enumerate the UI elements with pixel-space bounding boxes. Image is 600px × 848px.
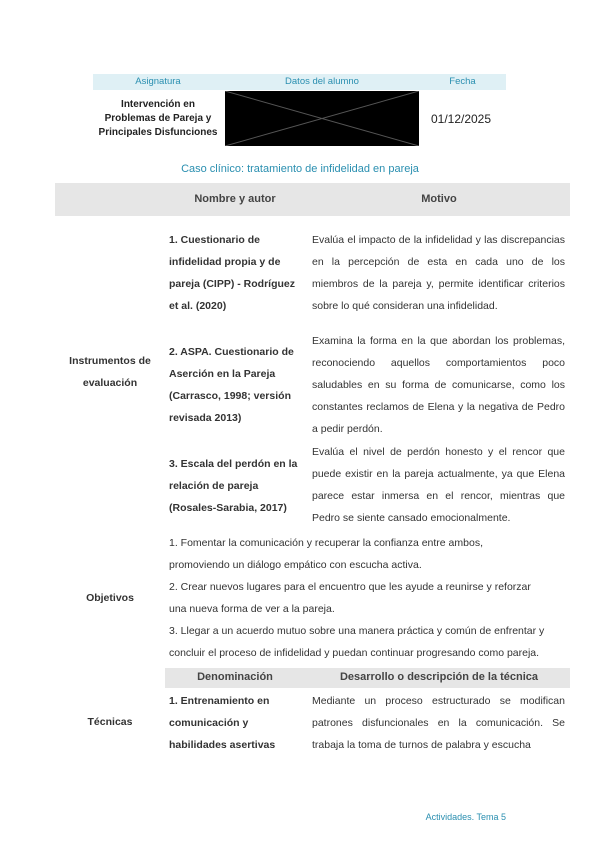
name-line: 1. Cuestionario de [169, 234, 261, 246]
label-line: evaluación [82, 377, 138, 389]
col-header-desarrollo: Desarrollo o descripción de la técnica [339, 671, 539, 683]
subject-line: Principales Disfunciones [98, 127, 218, 138]
technique-name-1 [169, 690, 309, 756]
instrument-reason-1: Evalúa el impacto de la infidelidad y las discrepancias en la percepción de esta en cada uno de los miembros de la pareja y, permite identificar criterios sobre lo qué consideran una infidelidad. [312, 234, 565, 312]
name-line: et al. (2020) [169, 300, 227, 312]
instrument-reason-2: Examina la forma en la que abordan los problemas, reconociendo aquellos comportamientos poco saludables en su forma de comunicarse, como los constantes reclamos de Elena y la negativa de Pedro a pedir perdón. [312, 335, 565, 435]
col-header-motivo: Motivo [421, 193, 457, 205]
header-col-fecha: Fecha [449, 76, 476, 87]
name-line: revisada 2013) [169, 412, 242, 424]
label-line: Instrumentos de [69, 355, 151, 367]
instrument-name-3 [169, 453, 309, 519]
objective-line: 2. Crear nuevos lugares para el encuentro que les ayude a reunirse y reforzar [169, 581, 531, 593]
instrument-name-2 [169, 341, 309, 429]
name-line: relación de pareja [169, 480, 259, 492]
name-line: 2. ASPA. Cuestionario de [169, 346, 294, 358]
name-line: 3. Escala del perdón en la [169, 458, 298, 470]
name-line: pareja (CIPP) - Rodríguez [169, 278, 296, 290]
name-line: comunicación y [169, 717, 249, 729]
name-line: infidelidad propia y de [169, 256, 281, 268]
subject-line: Problemas de Pareja y [104, 113, 212, 124]
instrument-name-1 [169, 229, 309, 317]
objective-line: 3. Llegar a un acuerdo mutuo sobre una manera práctica y común de enfrentar y [169, 625, 545, 637]
col-header-denominacion: Denominación [197, 671, 273, 683]
header-col-datos: Datos del alumno [285, 76, 359, 87]
name-line: 1. Entrenamiento en [169, 695, 270, 707]
objective-line: promoviendo un diálogo empático con escucha activa. [169, 559, 422, 571]
section-label-objetivos: Objetivos [86, 592, 134, 604]
name-line: habilidades asertivas [169, 739, 276, 751]
case-title: Caso clínico: tratamiento de infidelidad en pareja [181, 163, 419, 175]
section-label-tecnicas: Técnicas [87, 716, 133, 728]
subject-name [96, 98, 220, 140]
date-value: 01/12/2025 [430, 112, 492, 126]
objectives-text [169, 532, 544, 664]
subject-line: Intervención en [121, 99, 195, 110]
name-line: (Carrasco, 1998; versión [169, 390, 291, 402]
redacted-student-data [225, 91, 419, 146]
objective-line: 1. Fomentar la comunicación y recuperar la confianza entre ambos, [169, 537, 483, 549]
name-line: Aserción en la Pareja [169, 368, 276, 380]
col-header-nombre: Nombre y autor [194, 193, 276, 205]
section-label-instrumentos [57, 350, 163, 394]
objective-line: concluir el proceso de infidelidad y puedan continuar progresando como pareja. [169, 647, 540, 659]
objective-line: una nueva forma de ver a la pareja. [169, 603, 335, 615]
technique-description-1: Mediante un proceso estructurado se modifican patrones disfuncionales en la comunicación. Se trabaja la toma de turnos de palabra y escucha [312, 695, 565, 751]
page-footer: Actividades. Tema 5 [425, 812, 506, 822]
header-col-asignatura: Asignatura [135, 76, 181, 87]
instrument-reason-3: Evalúa el nivel de perdón honesto y el rencor que puede existir en la pareja actualmente, ya que Elena parece estar inmersa en el rencor, mientras que Pedro se siente cansado emocionalmente. [312, 446, 565, 524]
name-line: (Rosales-Sarabia, 2017) [169, 502, 287, 514]
